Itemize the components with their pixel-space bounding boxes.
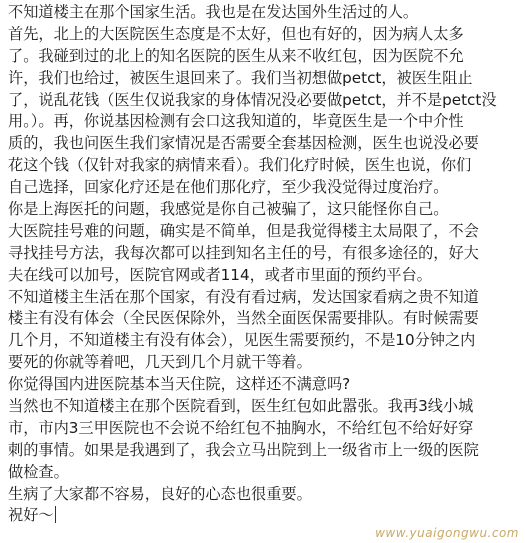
post-line: 了，说乱花钱（医生仅说我家的身体情况没必要做petct，并不是petct没 bbox=[8, 90, 497, 109]
post-line: 楼主有没有体会（全民医保除外，当然全面医保需要排队。有时候需要 bbox=[8, 309, 479, 328]
post-line: 了。我碰到过的北上的知名医院的医生从来不收红包，因为医院不允 bbox=[8, 46, 464, 65]
reply-post bbox=[8, 2, 520, 527]
post-line: 刺的事情。如果是我遇到了，我会立马出院到上一级省市上一级的医院 bbox=[8, 440, 479, 459]
post-line: 做检查。 bbox=[8, 462, 69, 481]
post-line: 大医院挂号难的问题，确实是不简单，但是我觉得楼主太局限了，不会 bbox=[8, 221, 479, 240]
post-line: 自己选择，回家化疗还是在他们那化疗，至少我没觉得过度治疗。 bbox=[8, 178, 449, 197]
post-line: 当然也不知道楼主在那个医院看到，医生红包如此嚣张。我再3线小城 bbox=[8, 397, 474, 416]
post-line: 你是上海医托的问题，我感觉是你自己被骗了，这只能怪你自己。 bbox=[8, 200, 449, 219]
post-line: 要死的你就等着吧，几天到几个月就干等着。 bbox=[8, 353, 312, 372]
text-cursor bbox=[55, 506, 56, 523]
post-line-last[interactable] bbox=[8, 505, 520, 527]
post-line: 生病了大家都不容易，良好的心态也很重要。 bbox=[8, 484, 312, 503]
post-line: 用。）。再，你说基因检测有会口这我知道的，毕竟医生是一个中介性 bbox=[8, 112, 464, 131]
post-line: 夫在线可以加号，医院官网或者114，或者市里面的预约平台。 bbox=[8, 265, 432, 284]
post-line: 不知道楼主在那个国家生活。我也是在发达国外生活过的人。 bbox=[8, 3, 419, 21]
post-line: 许，我们也给过，被医生退回来了。我们当初想做petct，被医生阻止 bbox=[8, 68, 473, 87]
post-line: 几个月，不知道楼主有没有体会），见医生需要预约，不是10分钟之内 bbox=[8, 331, 476, 350]
post-line: 质的，我也问医生我们家情况是否需要全套基因检测，医生也说没必要 bbox=[8, 134, 479, 153]
post-line: 你觉得国内进医院基本当天住院，这样还不满意吗? bbox=[8, 375, 351, 394]
post-line: 寻找挂号方法，我每次都可以挂到知名主任的号，有很多途径的，好大 bbox=[8, 243, 479, 262]
post-line-text: 祝好～ bbox=[8, 506, 54, 525]
site-watermark: www.yuaigongwu.com bbox=[375, 526, 519, 540]
post-line: 花这个钱（仅针对我家的病情来看）。我们化疗时候，医生也说，你们 bbox=[8, 156, 472, 175]
post-line: 首先，北上的大医院医生态度是不太好，但也有好的，因为病人太多 bbox=[8, 24, 464, 43]
post-line: 市，市内3三甲医院也不会说不给红包不抽胸水，不给红包不给好好穿 bbox=[8, 418, 474, 437]
post-line: 不知道楼主生活在那个国家，有没有看过病，发达国家看病之贵不知道 bbox=[8, 287, 479, 306]
